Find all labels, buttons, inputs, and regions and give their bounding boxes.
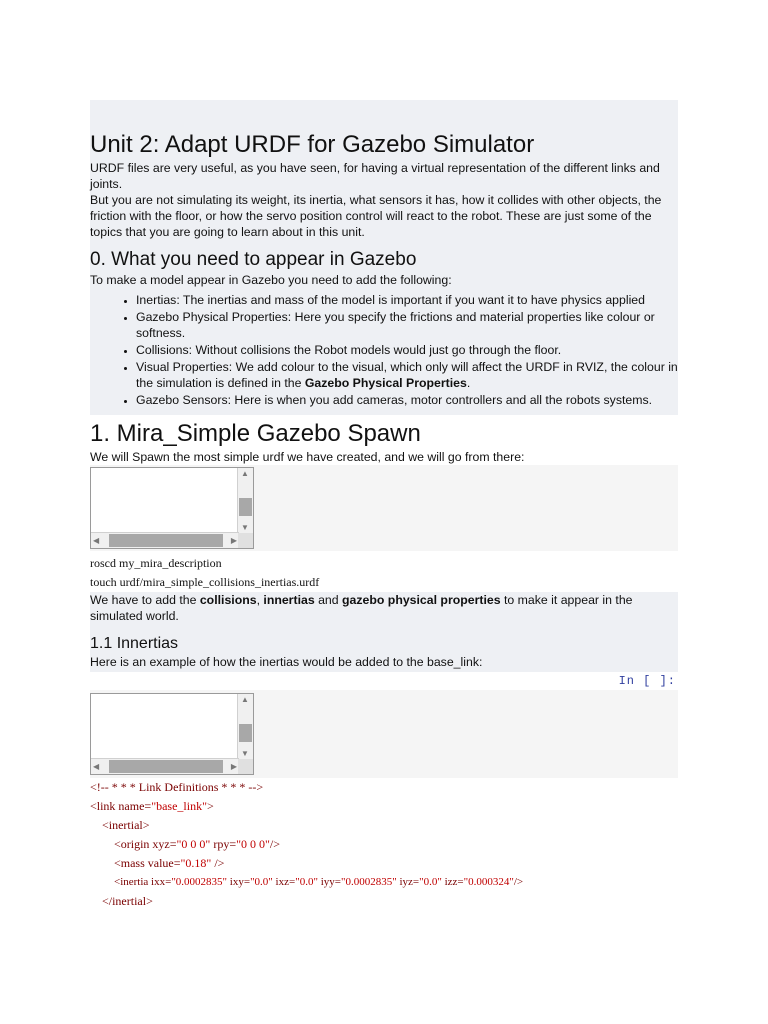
- section11-title: 1.1 Innertias: [90, 635, 179, 652]
- scroll-down-icon[interactable]: ▼: [241, 749, 249, 758]
- list-item: [136, 342, 678, 358]
- code-value: "0.0": [250, 876, 273, 888]
- text-span: and: [314, 593, 343, 607]
- code-value: "0.0": [295, 876, 318, 888]
- list-item-text: Collisions: Without collisions the Robot models would just go through the floor.: [136, 343, 562, 357]
- section1-paragraph: [90, 592, 678, 624]
- requirements-list: [90, 288, 678, 408]
- code-line: [90, 797, 678, 816]
- code-cell-2: [90, 690, 678, 778]
- prompt-row: [90, 672, 678, 690]
- bold-term: gazebo physical properties: [342, 593, 501, 607]
- intro-paragraph-1: URDF files are very useful, as you have seen, for having a virtual representation of the different links and joints.: [90, 161, 660, 191]
- horizontal-scroll-thumb[interactable]: [109, 760, 223, 773]
- bold-term: collisions: [199, 593, 257, 607]
- code-line: [90, 835, 678, 854]
- code-tag: <origin xyz=: [114, 837, 177, 851]
- list-item-text: Inertias: The inertias and mass of the model is important if you want it to have physics applied: [136, 293, 645, 307]
- intro-paragraph-2: But you are not simulating its weight, its inertia, what sensors it has, how it collides with other objects, the friction with the floor, or how the servo position control will react to the robot. These are just some of the topics that you are going to learn about in this unit.: [90, 193, 662, 239]
- code-tag: rpy=: [210, 837, 237, 851]
- list-item: [136, 359, 678, 391]
- section11-lead: Here is an example of how the inertias would be added to the base_link:: [90, 655, 483, 669]
- list-item-text: Gazebo Physical Properties: Here you specify the frictions and material properties like colour or softness.: [136, 310, 655, 340]
- text-span: ,: [256, 593, 264, 607]
- code-tag: iyy=: [317, 876, 341, 888]
- code-tag: ixy=: [227, 876, 251, 888]
- code-line: </inertial>: [102, 894, 153, 908]
- code-line: [90, 854, 678, 873]
- scroll-left-icon[interactable]: ◀: [93, 536, 100, 545]
- code-value: "0.000324": [463, 876, 514, 888]
- vertical-scroll-thumb[interactable]: [239, 498, 252, 516]
- code-line: <inertial>: [102, 818, 150, 832]
- vertical-scroll-thumb[interactable]: [239, 724, 252, 742]
- scroll-right-icon[interactable]: ▶: [230, 762, 237, 771]
- code-tag: <inertia ixx=: [114, 876, 172, 888]
- code-tag: iyz=: [396, 876, 420, 888]
- text-area-widget[interactable]: [90, 467, 254, 549]
- intro-cell: [90, 100, 678, 415]
- list-item-text: Gazebo Sensors: Here is when you add cameras, motor controllers and all the robots systems.: [136, 393, 653, 407]
- code-tag: />: [211, 856, 225, 870]
- code-cell-1: [90, 465, 678, 551]
- list-item-text: Visual Properties: We add colour to the visual, which only will affect the URDF in RVIZ, the colour in the simulation is defined in the: [136, 360, 678, 390]
- section0-lead: To make a model appear in Gazebo you need to add the following:: [90, 273, 452, 287]
- code-value: "0.0": [419, 876, 442, 888]
- list-item-tail: .: [466, 376, 471, 390]
- scroll-corner: [238, 533, 253, 548]
- code-tag: <link name=: [90, 799, 152, 813]
- section1-lead: We will Spawn the most simple urdf we have created, and we will go from there:: [90, 450, 525, 464]
- list-item: [136, 309, 678, 341]
- section1-cell: [90, 415, 678, 465]
- code-tag: />: [513, 876, 524, 888]
- code-line: <!-- * * * Link Definitions * * * -->: [90, 780, 264, 794]
- scroll-corner: [238, 759, 253, 774]
- horizontal-scroll-thumb[interactable]: [109, 534, 223, 547]
- code-value: "0.18": [180, 856, 212, 870]
- text-span: We have to add the: [90, 593, 200, 607]
- code-tag: />: [269, 837, 280, 851]
- code-tag: ixz=: [272, 876, 296, 888]
- code-tag: >: [207, 799, 214, 813]
- code-tag: <mass value=: [114, 856, 181, 870]
- section1-title: 1. Mira_Simple Gazebo Spawn: [90, 420, 421, 447]
- code-value: "0.0002835": [171, 876, 228, 888]
- code-tag: izz=: [441, 876, 464, 888]
- scroll-left-icon[interactable]: ◀: [93, 762, 100, 771]
- code-value: "base_link": [151, 799, 207, 813]
- cell-prompt: In [ ]:: [618, 674, 676, 688]
- code-value: "0 0 0": [176, 837, 211, 851]
- scroll-up-icon[interactable]: ▲: [241, 469, 249, 478]
- scroll-up-icon[interactable]: ▲: [241, 695, 249, 704]
- command-line-1: roscd my_mira_description: [90, 556, 222, 570]
- text-area-widget[interactable]: [90, 693, 254, 775]
- list-item: [136, 392, 678, 408]
- bold-term: innertias: [263, 593, 315, 607]
- code-value: "0 0 0": [236, 837, 270, 851]
- unit-title: Unit 2: Adapt URDF for Gazebo Simulator: [90, 131, 535, 158]
- text-span: to make it appear in the simulated world.: [90, 593, 633, 623]
- section1-text-cell: [90, 592, 678, 672]
- list-item: [136, 292, 678, 308]
- notebook-page: [90, 100, 678, 911]
- code-line: [90, 873, 678, 892]
- code-value: "0.0002835": [340, 876, 397, 888]
- command-line-2: touch urdf/mira_simple_collisions_inertias.urdf: [90, 575, 320, 589]
- scroll-right-icon[interactable]: ▶: [230, 536, 237, 545]
- scroll-down-icon[interactable]: ▼: [241, 523, 249, 532]
- bold-term: Gazebo Physical Properties: [304, 376, 467, 390]
- commands-block: [90, 551, 678, 592]
- section0-title: 0. What you need to appear in Gazebo: [90, 249, 417, 270]
- code-listing: [90, 778, 678, 911]
